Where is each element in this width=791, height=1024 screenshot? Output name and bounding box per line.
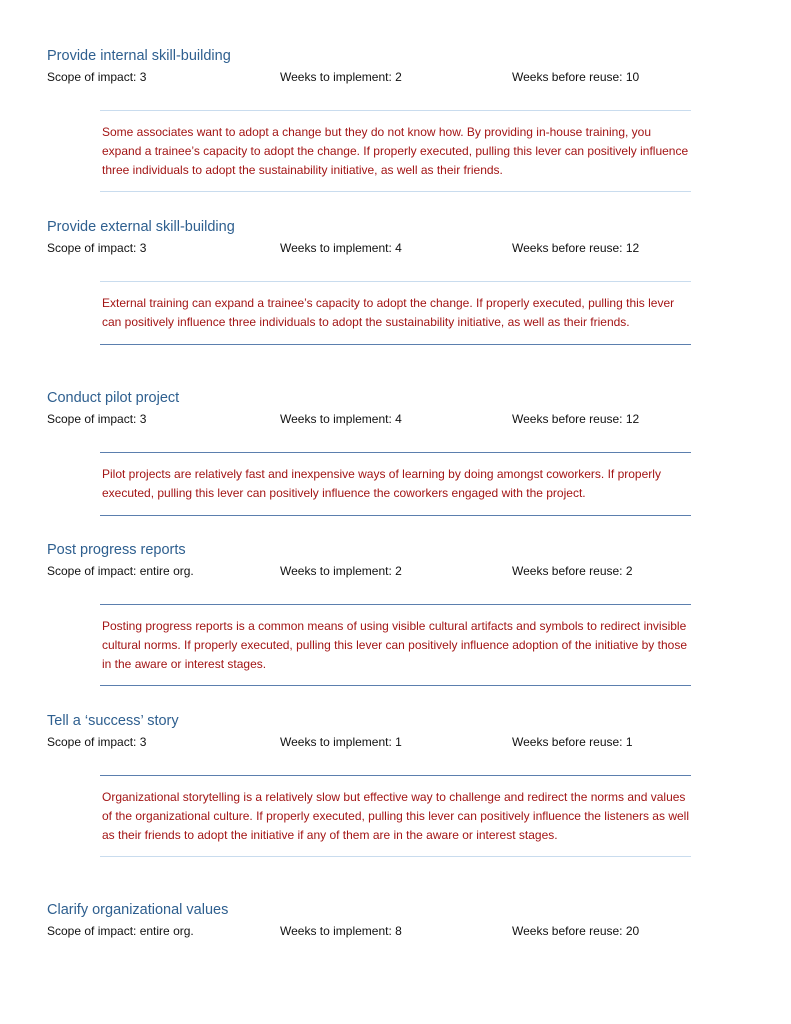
divider	[100, 856, 691, 857]
weeks-to-implement: Weeks to implement: 1	[280, 735, 402, 749]
weeks-to-implement: Weeks to implement: 2	[280, 70, 402, 84]
lever-description: Posting progress reports is a common means of using visible cultural artifacts and symbols to redirect invisible cultural norms. If properly executed, pulling this lever can positively influence adoption of the initiative by those in the aware or interest stages.	[102, 619, 687, 671]
lever-title: Conduct pilot project	[47, 390, 180, 406]
divider	[100, 515, 691, 516]
scope-of-impact: Scope of impact: 3	[47, 735, 147, 749]
lever-title: Provide external skill-building	[47, 219, 235, 235]
lever-description: Pilot projects are relatively fast and inexpensive ways of learning by doing amongst coworkers. If properly executed, pulling this lever can positively influence the coworkers engaged with the project.	[102, 467, 661, 500]
scope-of-impact: Scope of impact: entire org.	[47, 564, 194, 578]
lever-description-block	[100, 110, 691, 192]
weeks-before-reuse: Weeks before reuse: 10	[512, 70, 640, 84]
lever-description-block	[100, 452, 691, 516]
lever-title: Clarify organizational values	[47, 902, 229, 918]
lever-description: External training can expand a trainee’s capacity to adopt the change. If properly executed, pulling this lever can positively influence three individuals to adopt the sustainability initiative, as well as their friends.	[102, 296, 675, 329]
weeks-before-reuse: Weeks before reuse: 20	[512, 924, 640, 938]
weeks-to-implement: Weeks to implement: 4	[280, 241, 402, 255]
divider	[100, 191, 691, 192]
scope-of-impact: Scope of impact: 3	[47, 241, 147, 255]
lever-description: Some associates want to adopt a change but they do not know how. By providing in-house training, you expand a trainee’s capacity to adopt the change. If properly executed, pulling this lever can positively influence three individuals to adopt the sustainability initiative, as well as their friends.	[102, 125, 689, 177]
divider	[100, 685, 691, 686]
weeks-before-reuse: Weeks before reuse: 1	[512, 735, 633, 749]
weeks-to-implement: Weeks to implement: 4	[280, 412, 402, 426]
weeks-before-reuse: Weeks before reuse: 12	[512, 412, 640, 426]
lever-title: Post progress reports	[47, 542, 186, 558]
lever-description-block	[100, 281, 691, 345]
scope-of-impact: Scope of impact: 3	[47, 412, 147, 426]
lever-description-block	[100, 604, 691, 686]
weeks-before-reuse: Weeks before reuse: 12	[512, 241, 640, 255]
lever-description: Organizational storytelling is a relatively slow but effective way to challenge and redirect the norms and values of the organizational culture. If properly executed, pulling this lever can positively influence the listeners as well as their friends to adopt the initiative if any of them are in the aware or interest stages.	[102, 790, 689, 842]
lever-description-block	[100, 775, 691, 857]
weeks-to-implement: Weeks to implement: 8	[280, 924, 402, 938]
lever-title: Tell a ‘success’ story	[47, 713, 179, 729]
weeks-to-implement: Weeks to implement: 2	[280, 564, 402, 578]
weeks-before-reuse: Weeks before reuse: 2	[512, 564, 633, 578]
scope-of-impact: Scope of impact: entire org.	[47, 924, 194, 938]
scope-of-impact: Scope of impact: 3	[47, 70, 147, 84]
divider	[100, 344, 691, 345]
lever-title: Provide internal skill-building	[47, 48, 231, 64]
